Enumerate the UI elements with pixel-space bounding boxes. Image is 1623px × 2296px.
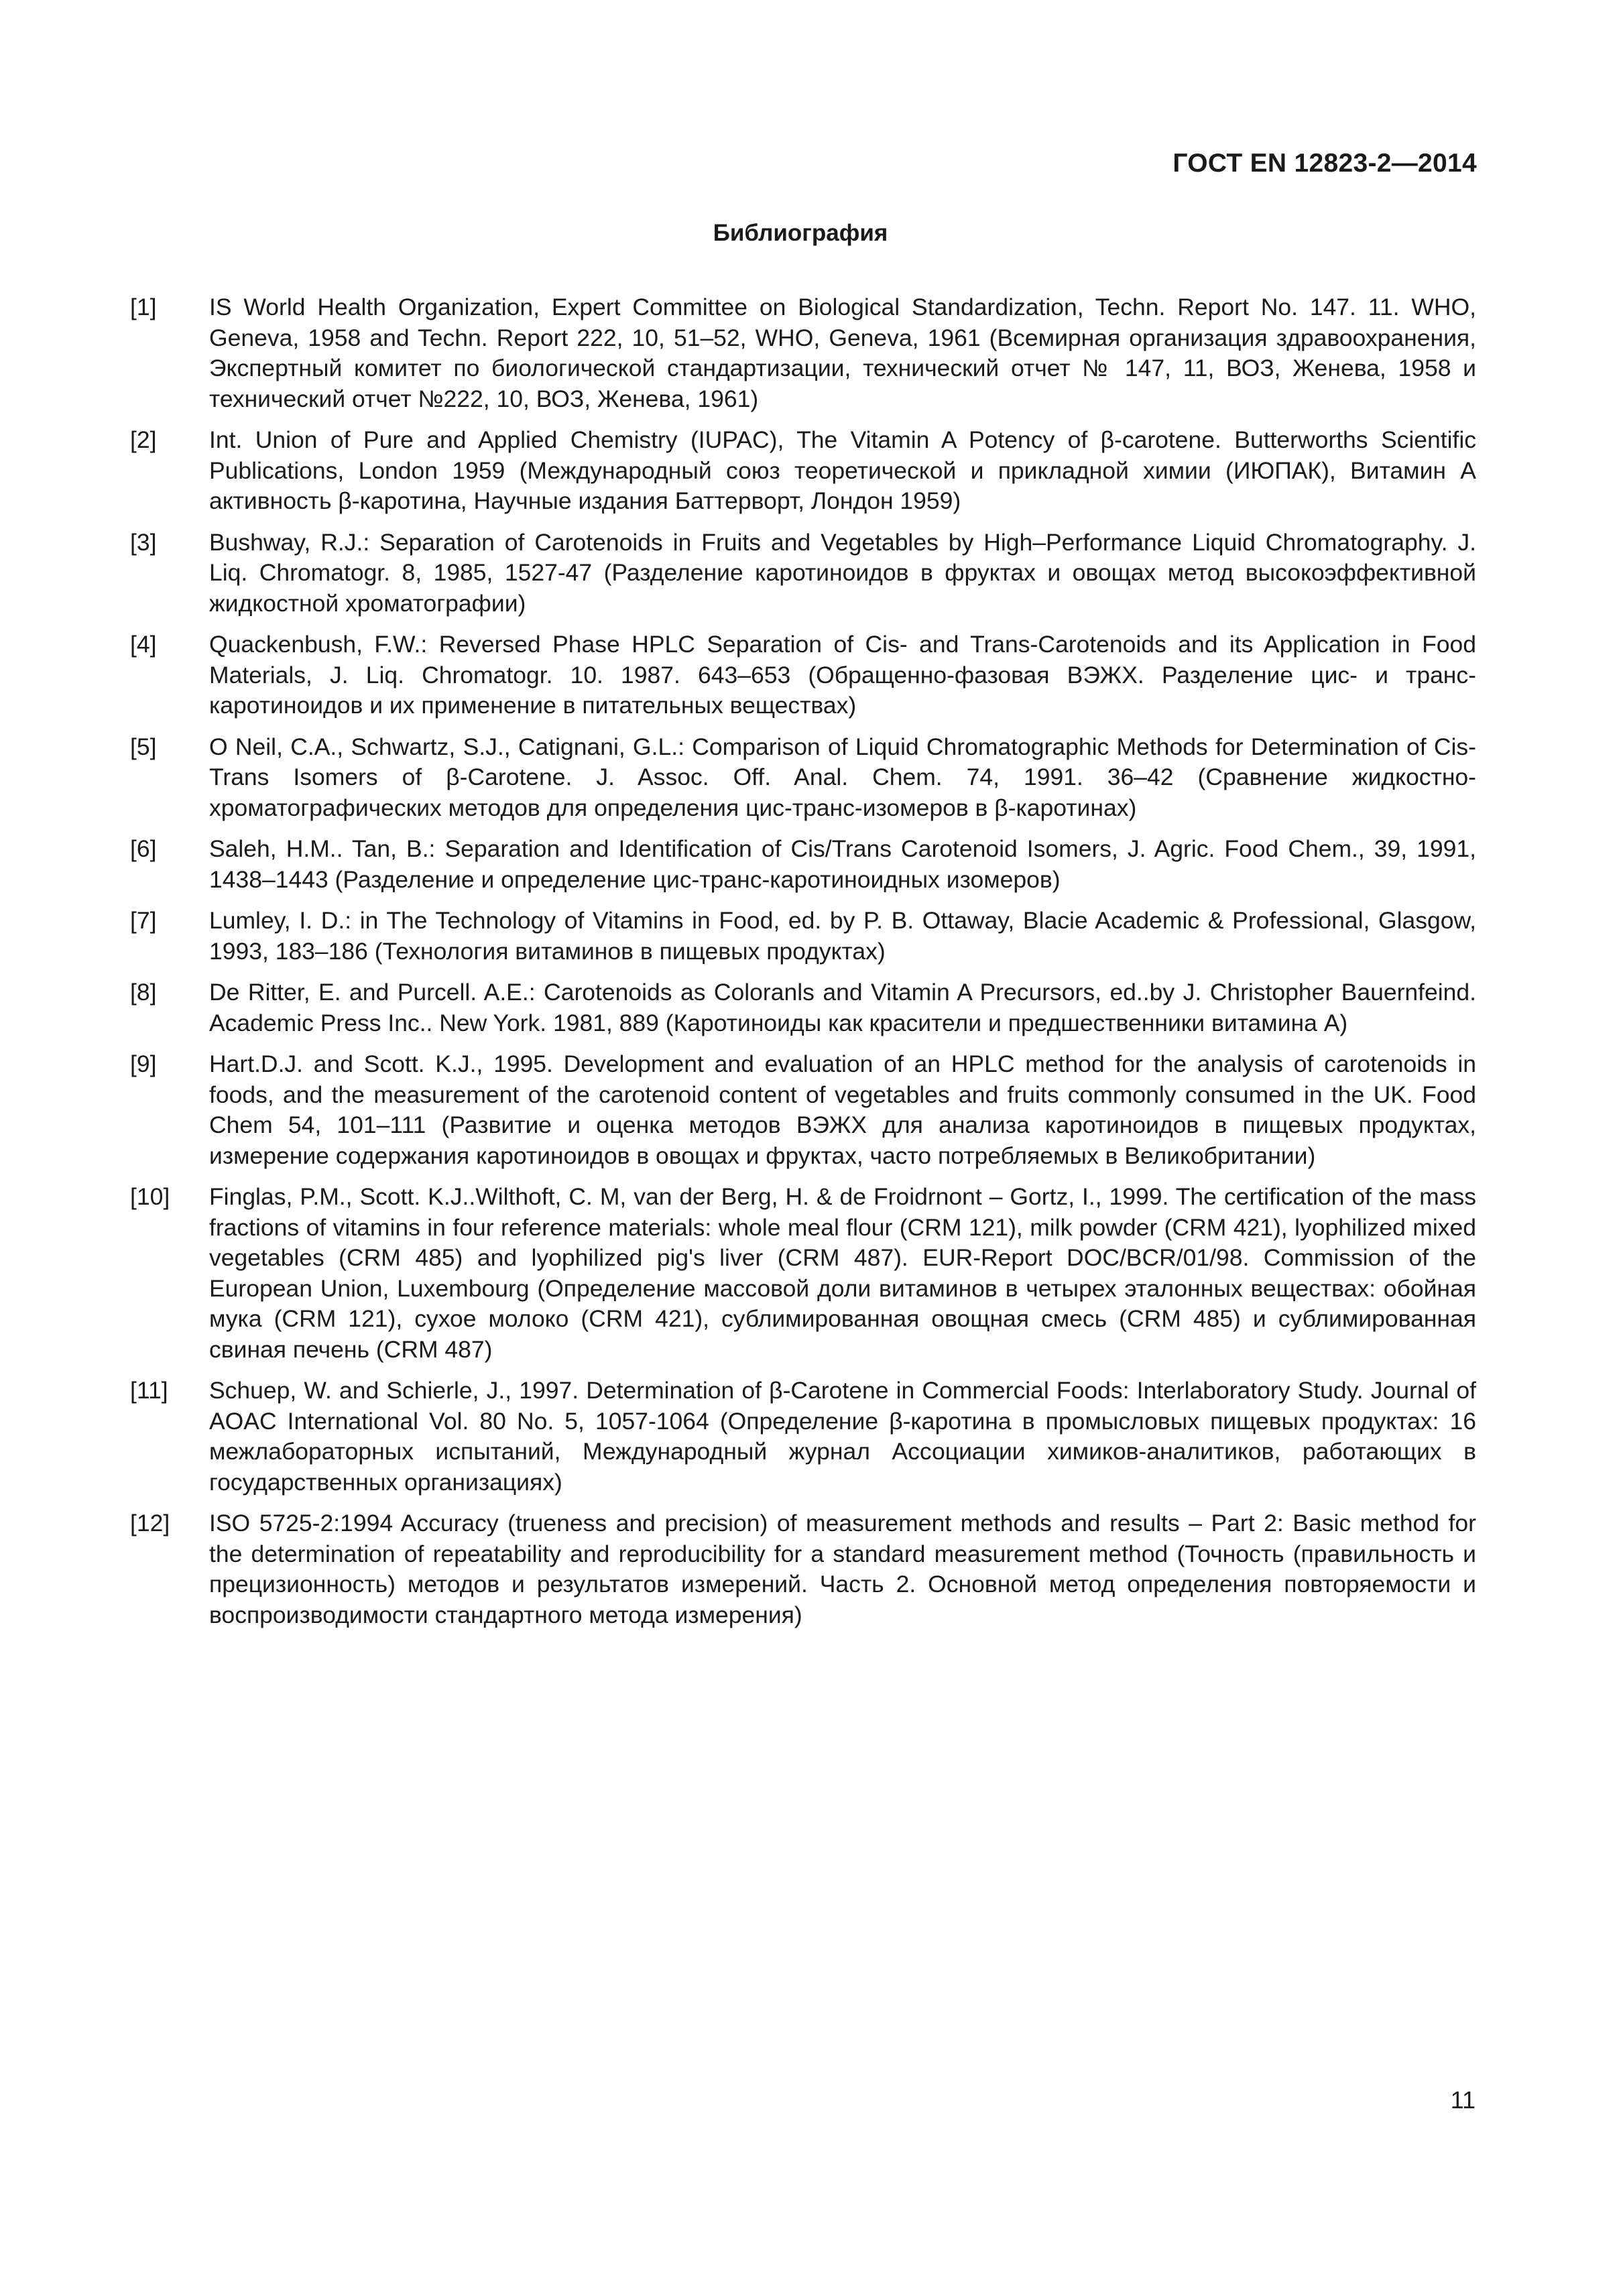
entry-text: Hart.D.J. and Scott. K.J., 1995. Development and evaluation of an HPLC method for the analysis of carotenoids in foods, and the measurement of the carotenoid content of vegetables and fruits commonly consumed in the UK. Food Chem 54, 101–111 (Развитие и оценка методов ВЭЖХ для анализа каротиноидов в пищевых продуктах, измерение содержания каротиноидов в овощах и фруктах, часто потребляемых в Великобритании) — [209, 1050, 1476, 1169]
entry-number: [7] — [130, 907, 157, 934]
page-title: Библиография — [713, 220, 888, 246]
entry-number: [3] — [130, 528, 157, 556]
bibliography-entry — [130, 1376, 1476, 1498]
entry-text: O Neil, C.A., Schwartz, S.J., Catignani, G.L.: Comparison of Liquid Chromatographic Methods for Determination of Cis-Trans Isomers of β-Carotene. J. Assoc. Off. Anal. Chem. 74, 1991. 36–42 (Сравнение жидкостно-хроматографических методов для определения цис-транс-изомеров в β-каротинах) — [209, 733, 1476, 821]
bibliography-entry — [130, 1049, 1476, 1171]
bibliography-entry — [130, 292, 1476, 414]
bibliography-entry — [130, 834, 1476, 895]
entry-text: Schuep, W. and Schierle, J., 1997. Determination of β-Carotene in Commercial Foods: Interlaboratory Study. Journal of AOAC International Vol. 80 No. 5, 1057-1064 (Определение β-каротина в промысловых пищевых продуктах: 16 межлабораторных испытаний, Международный журнал Ассоциации химиков-аналитиков, работающих в государственных организациях) — [209, 1377, 1476, 1496]
entry-text: Saleh, H.M.. Tan, B.: Separation and Identification of Cis/Trans Carotenoid Isomers, J. Agric. Food Chem., 39, 1991, 1438–1443 (Разделение и определение цис-транс-каротиноидных изомеров) — [209, 835, 1476, 893]
entry-number: [11] — [130, 1377, 168, 1404]
bibliography-list — [130, 292, 1476, 1641]
entry-number: [9] — [130, 1050, 157, 1077]
entry-text: Bushway, R.J.: Separation of Carotenoids in Fruits and Vegetables by High–Performance Liquid Chromatography. J. Liq. Chromatogr. 8, 1985, 1527-47 (Разделение каротиноидов в фруктах и овощах метод высокоэффективной жидкостной хроматографии) — [209, 528, 1476, 617]
entry-number: [10] — [130, 1183, 170, 1210]
entry-number: [6] — [130, 835, 157, 862]
entry-text: Lumley, I. D.: in The Technology of Vitamins in Food, ed. by P. B. Ottaway, Blacie Academic & Professional, Glasgow, 1993, 183–186 (Технология витаминов в пищевых продуктах) — [209, 907, 1476, 965]
bibliography-entry — [130, 732, 1476, 824]
entry-number: [1] — [130, 294, 157, 320]
entry-text: De Ritter, E. and Purcell. A.E.: Carotenoids as Coloranls and Vitamin A Precursors, ed..by J. Christopher Bauernfeind. Academic Press Inc.. New York. 1981, 889 (Каротиноиды как красители и предшественники витамина А) — [209, 979, 1476, 1036]
entry-text: Finglas, P.M., Scott. K.J..Wilthoft, C. M, van der Berg, H. & de Froidrnont – Gortz, I., 1999. The certification of the mass fractions of vitamins in four reference materials: whole meal flour (CRM 121), milk powder (CRM 421), lyophilized mixed vegetables (CRM 485) and lyophilized pig's liver (CRM 487). EUR-Report DOC/BCR/01/98. Commission of the European Union, Luxembourg (Определение массовой доли витаминов в четырех эталонных веществах: обойная мука (CRM 121), сухое молоко (CRM 421), сублимированная овощная смесь (CRM 485) и сублимированная свиная печень (CRM 487) — [209, 1183, 1476, 1363]
page-number: 11 — [1450, 2086, 1476, 2114]
entry-number: [8] — [130, 979, 157, 1006]
bibliography-entry — [130, 425, 1476, 517]
entry-text: IS World Health Organization, Expert Committee on Biological Standardization, Techn. Report No. 147. 11. WHO, Geneva, 1958 and Techn. Report 222, 10, 51–52, WHO, Geneva, 1961 (Всемирная организация здравоохранения, Экспертный комитет по биологической стандартизации, технический отчет № 147, 11, ВОЗ, Женева, 1958 и технический отчет №222, 10, ВОЗ, Женева, 1961) — [209, 294, 1476, 412]
bibliography-entry — [130, 906, 1476, 967]
bibliography-entry — [130, 1182, 1476, 1365]
entry-number: [2] — [130, 426, 157, 453]
bibliography-entry — [130, 528, 1476, 619]
entry-text: ISO 5725-2:1994 Accuracy (trueness and precision) of measurement methods and results – Part 2: Basic method for the determination of repeatability and reproducibility for a standard measurement method (Точность (правильность и прецизионность) методов и результатов измерений. Часть 2. Основной метод определения повторяемости и воспроизводимости стандартного метода измерения) — [209, 1510, 1476, 1628]
bibliography-entry — [130, 1508, 1476, 1630]
entry-text: Quackenbush, F.W.: Reversed Phase HPLC Separation of Cis- and Trans-Carotenoids and its Application in Food Materials, J. Liq. Chromatogr. 10. 1987. 643–653 (Обращенно-фазовая ВЭЖХ. Разделение цис- и транс-каротиноидов и их применение в питательных веществах) — [209, 631, 1476, 719]
entry-text: Int. Union of Pure and Applied Chemistry (IUPAC), The Vitamin A Potency of β-carotene. Butterworths Scientific Publications, London 1959 (Международный союз теоретической и прикладной химии (ИЮПАК), Витамин А активность β-каротина, Научные издания Баттерворт, Лондон 1959) — [209, 426, 1476, 514]
entry-number: [12] — [130, 1510, 170, 1536]
entry-number: [5] — [130, 733, 157, 760]
bibliography-entry — [130, 629, 1476, 721]
entry-number: [4] — [130, 631, 157, 658]
bibliography-entry — [130, 977, 1476, 1038]
document-code: ГОСТ EN 12823-2—2014 — [1173, 149, 1477, 178]
